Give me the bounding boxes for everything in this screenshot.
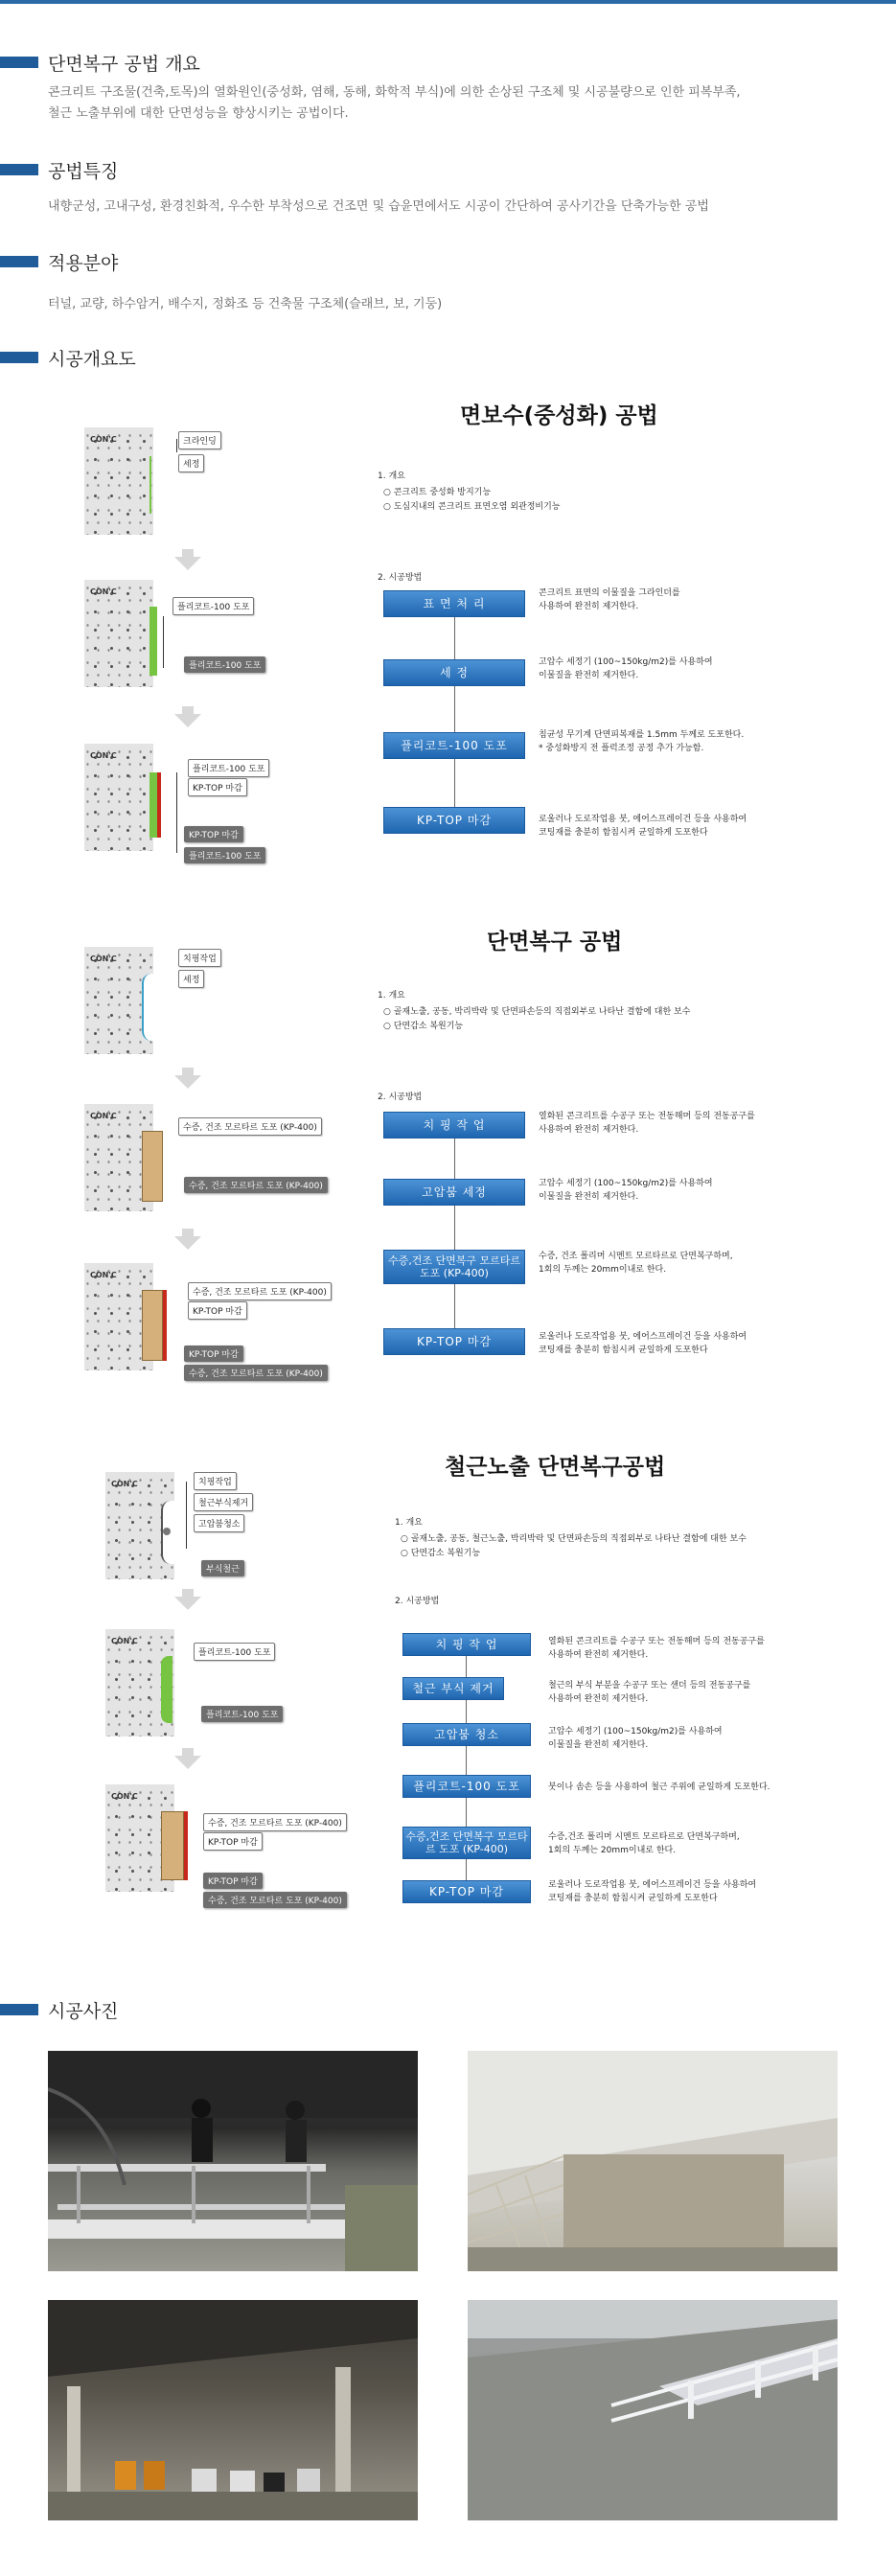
diagram-section-header <box>0 345 136 370</box>
features-section-header <box>0 157 118 182</box>
label-2: KP-TOP 마감 <box>203 1832 263 1851</box>
step-button: 플리코트-100 도포 <box>383 732 525 759</box>
photo-illustration <box>468 2300 838 2520</box>
photo-bridge-deck <box>468 2300 838 2520</box>
con-label: CON'C <box>111 1637 138 1645</box>
con-label: CON'C <box>90 1271 117 1279</box>
step-desc: 로울러나 도로작업용 붓, 에어스프레이건 등을 사용하여 코팅재를 충분히 함침시켜 균일하게 도포한다 <box>539 815 747 838</box>
photos-title: 시공사진 <box>48 2000 119 2022</box>
exposed-rebar <box>163 1528 171 1535</box>
con-label: CON'C <box>111 1480 138 1488</box>
features-title: 공법특징 <box>48 160 119 182</box>
step-desc: 로울러나 도로작업용 붓, 에어스프레이건 등을 사용하여 코팅재를 충분히 함침시켜 균일하게 도포한다 <box>539 1332 747 1355</box>
step-button: 수증,건조 단면복구 모르타르 도포 (KP-400) <box>383 1250 525 1284</box>
label-grinding: 크라인딩 <box>178 431 221 449</box>
surface-line <box>149 456 153 514</box>
overview-item: ○ 골재노출, 공동, 박리박락 및 단면파손등의 직접외부로 나타난 결함에 대한 보수 <box>383 1007 691 1017</box>
concrete-block <box>84 427 153 535</box>
photo-bridge-underside <box>468 2051 838 2271</box>
method3-steps-head: 2. 시공방법 <box>395 1597 440 1606</box>
photo-workers-under-bridge <box>48 2051 418 2271</box>
con-label: CON'C <box>90 435 117 444</box>
method1-steps-head: 2. 시공방법 <box>378 573 423 583</box>
overview-item: ○ 도심지내의 콘크리트 표면오염 외관정비기능 <box>383 502 561 512</box>
green-coat-layer <box>149 607 157 676</box>
step-desc: 고압수 세정기 (100~150kg/m2)를 사용하여 이물질을 완전히 제거한다. <box>539 1179 713 1202</box>
step-desc: 고압수 세정기 (100~150kg/m2)를 사용하여 이물질을 완전히 제거한다. <box>539 657 713 680</box>
method3-title: 철근노출 단면복구공법 <box>445 1455 666 1480</box>
concrete-block <box>84 580 153 687</box>
green-coat-layer <box>149 772 157 838</box>
step-desc: 콘크리트 표면의 이물질을 그라인더를 사용하여 완전히 제거한다. <box>539 588 680 611</box>
flow-arrow-down <box>174 557 201 570</box>
label-cleaning: 고압붐청소 <box>194 1514 244 1532</box>
overview-section-header <box>0 50 200 75</box>
step-button: 치 핑 작 업 <box>383 1112 525 1138</box>
label-bottom-2: 수증, 건조 모르타르 도포 (KP-400) <box>203 1892 347 1908</box>
mortar-layer <box>161 1811 184 1880</box>
step-desc: 철근의 부식 부분을 수공구 또는 샌더 등의 전동공구를 사용하여 완전히 제거한다. <box>548 1681 751 1704</box>
label-coat-top: 플리코트-100 도포 <box>172 597 254 615</box>
label-mortar-bottom: 수증, 건조 모르타르 도포 (KP-400) <box>184 1177 328 1193</box>
flow-arrow-down <box>174 1597 201 1610</box>
label-1: 플리코트-100 도포 <box>188 759 269 777</box>
step-desc: 수증,건조 폴리머 시멘트 모르타르로 단면복구하며, 1회의 두께는 20mm이내로 한다. <box>548 1832 740 1855</box>
step-desc: 수증, 건조 폴리머 시멘트 모르타르로 단면복구하며, 1회의 두께는 20mm이내로 한다. <box>539 1252 733 1275</box>
step-button: KP-TOP 마감 <box>383 1328 525 1355</box>
step-button: 플리코트-100 도포 <box>402 1775 531 1798</box>
photo-illustration <box>468 2051 838 2271</box>
con-label: CON'C <box>90 587 117 596</box>
section-marker <box>0 57 38 68</box>
step-button: 치 핑 작 업 <box>402 1633 531 1656</box>
method2-steps-head: 2. 시공방법 <box>378 1092 423 1102</box>
flow-arrow-down <box>174 1756 201 1769</box>
overview-item: ○ 골재노출, 공동, 철근노출, 박리박락 및 단면파손등의 직접외부로 나타난 결함에 대한 보수 <box>401 1534 747 1544</box>
application-title: 적용분야 <box>48 252 119 274</box>
method1-overview <box>378 470 560 515</box>
overview-item: ○ 콘크리트 중성화 방지기능 <box>383 488 492 497</box>
label-bottom-2: 플리코트-100 도포 <box>184 847 265 863</box>
label-corroded-rebar: 부식철근 <box>201 1560 244 1576</box>
label-rust-removal: 철근부식제거 <box>194 1493 253 1511</box>
section-marker <box>0 256 38 267</box>
step-button: KP-TOP 마감 <box>383 807 525 834</box>
step-desc: 붓이나 솜손 등을 사용하여 철근 주위에 균일하게 도포한다. <box>548 1782 770 1792</box>
flow-arrow-down <box>174 714 201 727</box>
con-label: CON'C <box>90 751 117 760</box>
label-2: KP-TOP 마감 <box>188 1301 247 1320</box>
label-bottom-1: KP-TOP 마감 <box>184 826 243 842</box>
section-marker <box>0 2004 38 2015</box>
photos-section-header <box>0 1997 118 2022</box>
top-accent-bar <box>0 0 896 4</box>
con-label: CON'C <box>111 1792 138 1801</box>
label-2: KP-TOP 마감 <box>188 778 247 796</box>
red-coat-layer <box>163 1290 167 1361</box>
label-wash: 세정 <box>178 970 204 988</box>
step-button: 세 정 <box>383 659 525 686</box>
method1-title: 면보수(중성화) 공법 <box>460 403 658 428</box>
step-desc: 고압수 세정기 (100~150kg/m2)를 사용하여 이물질을 완전히 제거한다. <box>548 1727 723 1750</box>
con-label: CON'C <box>90 954 117 963</box>
label-1: 수증, 건조 모르타르 도포 (KP-400) <box>203 1813 347 1831</box>
overview-text <box>48 82 741 125</box>
label-1: 수증, 건조 모르타르 도포 (KP-400) <box>188 1282 332 1300</box>
overview-head: 1. 개요 <box>395 1518 423 1528</box>
diagram-section-title: 시공개요도 <box>48 348 136 370</box>
step-desc: 침균성 무기계 단면피복재를 1.5mm 두께로 도포한다. * 중성화방지 전 플럭조정 공정 추가 가능함. <box>539 730 745 753</box>
red-coat-layer <box>184 1811 188 1880</box>
red-coat-layer <box>157 772 161 838</box>
overview-head: 1. 개요 <box>378 472 405 481</box>
label-bottom-2: 수증, 건조 모르타르 도포 (KP-400) <box>184 1365 328 1381</box>
flow-arrow-down <box>174 1075 201 1089</box>
label-bottom-1: KP-TOP 마감 <box>203 1873 263 1889</box>
label-coat-bottom: 플리코트-100 도포 <box>184 656 265 673</box>
green-coat-layer <box>161 1656 172 1723</box>
label-coat-bottom: 플리코트-100 도포 <box>201 1706 283 1722</box>
step-button: 철근 부식 제거 <box>402 1677 504 1700</box>
overview-item: ○ 단면감소 복원기능 <box>401 1549 481 1558</box>
mortar-layer <box>142 1131 163 1202</box>
section-marker <box>0 164 38 175</box>
overview-title: 단면복구 공법 개요 <box>48 53 200 75</box>
photo-illustration <box>48 2300 418 2520</box>
chipped-surface <box>142 974 155 1041</box>
step-desc: 열화된 콘크리트를 수공구 또는 전동해머 등의 전동공구를 사용하여 완전히 제거한다. <box>539 1112 755 1135</box>
photo-materials-under-bridge <box>48 2300 418 2520</box>
label-chipping: 치핑작업 <box>178 949 221 967</box>
overview-head: 1. 개요 <box>378 991 405 1000</box>
label-bottom-1: KP-TOP 마감 <box>184 1346 243 1362</box>
step-button: 표 면 처 리 <box>383 590 525 617</box>
step-desc: 로울러나 도로작업용 붓, 에어스프레이건 등을 사용하여 코팅재를 충분히 함침시켜 균일하게 도포한다 <box>548 1880 757 1903</box>
section-marker <box>0 352 38 363</box>
label-mortar-top: 수증, 건조 모르타르 도포 (KP-400) <box>178 1117 322 1136</box>
overview-line-1: 콘크리트 구조물(건축,토목)의 열화원인(중성화, 염해, 동해, 화학적 부식)에 의한 손상된 구조체 및 시공불량으로 인한 피복부족, <box>48 85 741 100</box>
mortar-layer <box>142 1290 163 1361</box>
application-text: 터널, 교량, 하수암거, 배수지, 정화조 등 건축물 구조체(슬래브, 보, 기둥) <box>48 297 443 311</box>
label-coat-top: 플리코트-100 도포 <box>194 1643 275 1661</box>
step-button: 고압붐 청소 <box>402 1723 531 1746</box>
flow-arrow-down <box>174 1236 201 1250</box>
overview-line-2: 철근 노출부위에 대한 단면성능을 향상시키는 공법이다. <box>48 106 349 121</box>
step-button: 수증,건조 단면복구 모르타르 도포 (KP-400) <box>402 1827 531 1859</box>
application-section-header <box>0 249 118 274</box>
label-wash: 세정 <box>178 454 204 472</box>
con-label: CON'C <box>90 1112 117 1120</box>
overview-item: ○ 단면감소 복원기능 <box>383 1022 464 1031</box>
step-button: 고압붐 세정 <box>383 1179 525 1206</box>
method3-overview <box>395 1516 747 1561</box>
step-button: KP-TOP 마감 <box>402 1880 531 1903</box>
photo-illustration <box>48 2051 418 2271</box>
label-chipping: 치핑작업 <box>194 1472 237 1490</box>
concrete-block <box>84 744 153 851</box>
method2-overview <box>378 989 690 1034</box>
features-text: 내향군성, 고내구성, 환경친화적, 우수한 부착성으로 건조면 및 습윤면에서도 시공이 간단하여 공사기간을 단축가능한 공법 <box>48 199 709 214</box>
method2-title: 단면복구 공법 <box>487 930 623 954</box>
step-desc: 열화된 콘크리트를 수공구 또는 전동해머 등의 전동공구를 사용하여 완전히 제거한다. <box>548 1637 765 1660</box>
